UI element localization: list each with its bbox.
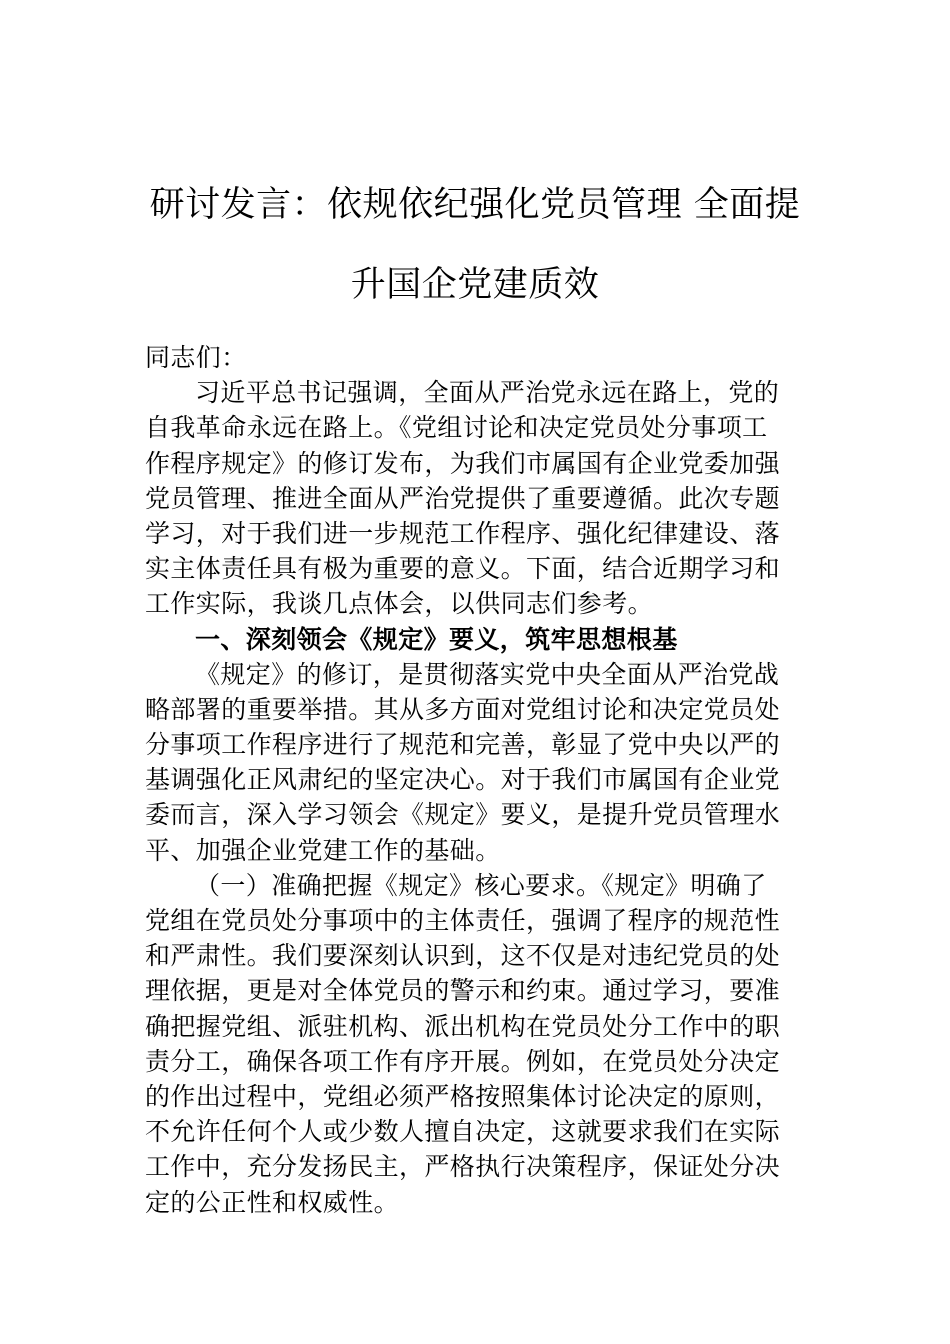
body-text-line: 确把握党组、派驻机构、派出机构在党员处分工作中的职 — [145, 1011, 781, 1041]
body-text-line: 工作中，充分发扬民主，严格执行决策程序，保证处分决 — [145, 1152, 781, 1182]
body-text-line: 定的公正性和权威性。 — [145, 1187, 400, 1217]
section-heading: 一、深刻领会《规定》要义，筑牢思想根基 — [195, 624, 678, 654]
body-text-line: 责分工，确保各项工作有序开展。例如，在党员处分决定 — [145, 1046, 781, 1076]
body-text-line: 略部署的重要举措。其从多方面对党组讨论和决定党员处 — [145, 694, 781, 724]
body-text-line: 和严肃性。我们要深刻认识到，这不仅是对违纪党员的处 — [145, 941, 781, 971]
body-text-line: 基调强化正风肃纪的坚定决心。对于我们市属国有企业党 — [145, 765, 781, 795]
body-text-line: 《规定》的修订，是贯彻落实党中央全面从严治党战 — [195, 659, 780, 689]
title-line: 升国企党建质效 — [350, 265, 600, 305]
body-text-line: 不允许任何个人或少数人擅自决定，这就要求我们在实际 — [145, 1117, 781, 1147]
body-text-line: 同志们： — [145, 343, 247, 372]
body-text-line: 委而言，深入学习领会《规定》要义，是提升党员管理水 — [145, 800, 781, 830]
document-title — [140, 165, 810, 325]
body-text-line: 学习，对于我们进一步规范工作程序、强化纪律建设、落 — [145, 518, 781, 548]
body-text-line: 党员管理、推进全面从严治党提供了重要遵循。此次专题 — [145, 483, 781, 513]
body-text-line: 分事项工作程序进行了规范和完善，彰显了党中央以严的 — [145, 730, 781, 760]
body-text-line: （一）准确把握《规定》核心要求。《规定》明确了 — [195, 870, 767, 900]
body-text-line: 党组在党员处分事项中的主体责任，强调了程序的规范性 — [145, 906, 781, 935]
body-text-line: 平、加强企业党建工作的基础。 — [145, 835, 501, 865]
body-text-line: 自我革命永远在路上。《党组讨论和决定党员处分事项工 — [145, 413, 768, 443]
document-body — [145, 340, 810, 1220]
body-text-line: 实主体责任具有极为重要的意义。下面，结合近期学习和 — [145, 554, 781, 584]
body-text-line: 工作实际，我谈几点体会，以供同志们参考。 — [145, 589, 654, 619]
body-text-line: 习近平总书记强调，全面从严治党永远在路上，党的 — [195, 378, 780, 408]
body-text-line: 作程序规定》的修订发布，为我们市属国有企业党委加强 — [145, 448, 781, 478]
title-line: 研讨发言：依规依纪强化党员管理 全面提 — [149, 185, 801, 225]
body-text-line: 的作出过程中，党组必须严格按照集体讨论决定的原则， — [145, 1081, 781, 1111]
body-text-line: 理依据，更是对全体党员的警示和约束。通过学习，要准 — [145, 976, 781, 1006]
